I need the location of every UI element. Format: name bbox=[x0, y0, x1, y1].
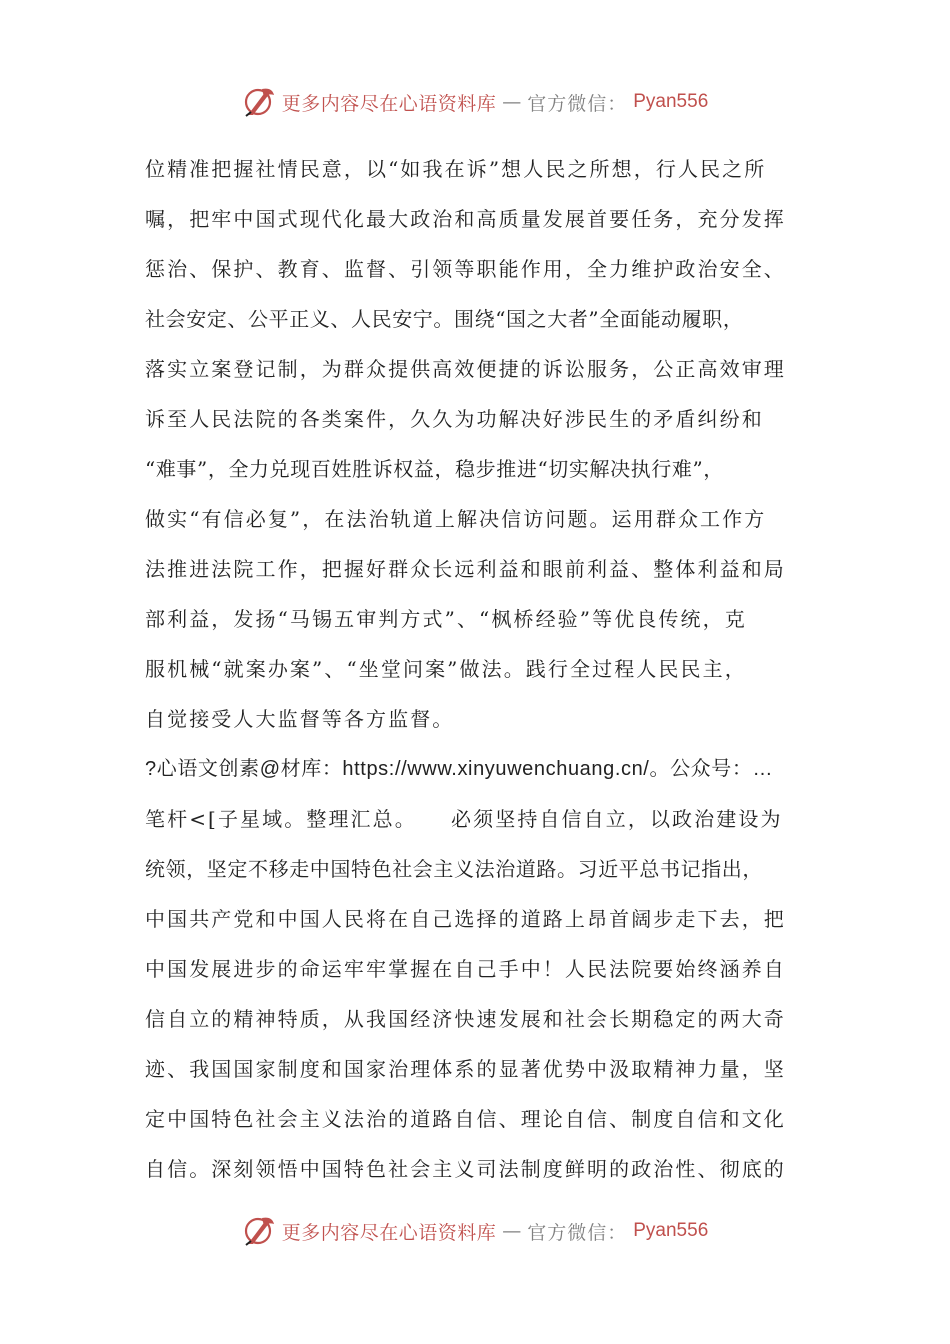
document-body bbox=[145, 151, 825, 1201]
body-line: 诉至人民法院的各类案件，久久为功解决好涉民生的矛盾纠纷和 bbox=[145, 407, 764, 431]
banner-subtitle: 官方微信： bbox=[527, 92, 628, 115]
body-line: 位精准把握社情民意，以“如我在诉”想人民之所想，行人民之所 bbox=[145, 157, 767, 181]
body-line: 嘱，把牢中国式现代化最大政治和高质量发展首要任务，充分发挥 bbox=[145, 207, 786, 231]
body-line: 中国共产党和中国人民将在自己选择的道路上昂首阔步走下去，把 bbox=[145, 907, 786, 931]
body-line: 自信。深刻领悟中国特色社会主义司法制度鲜明的政治性、彻底的 bbox=[145, 1157, 786, 1181]
body-line: 部利益，发扬“马锡五审判方式”、“枫桥经验”等优良传统，克 bbox=[145, 607, 747, 631]
footer-banner bbox=[0, 1211, 950, 1251]
body-line: 社会安定、公平正义、人民安宁。围绕“国之大者”全面能动履职， bbox=[145, 307, 744, 331]
body-line: 落实立案登记制，为群众提供高效便捷的诉讼服务，公正高效审理 bbox=[145, 357, 786, 381]
banner-dash: — bbox=[502, 91, 522, 113]
quill-pen-icon bbox=[242, 85, 276, 119]
body-line: 惩治、保护、教育、监督、引领等职能作用，全力维护政治安全、 bbox=[145, 257, 786, 281]
body-line: 信自立的精神特质，从我国经济快速发展和社会长期稳定的两大奇 bbox=[145, 1007, 786, 1031]
body-line: 中国发展进步的命运牢牢掌握在自己手中！人民法院要始终涵养自 bbox=[145, 957, 786, 981]
wechat-id: Pyan556 bbox=[633, 1220, 709, 1241]
wechat-id: Pyan556 bbox=[633, 91, 709, 112]
body-line: 服机械“就案办案”、“坐堂问案”做法。践行全过程人民民主， bbox=[145, 657, 747, 681]
banner-title: 更多内容尽在心语资料库 bbox=[281, 92, 497, 115]
body-line: “难事”，全力兑现百姓胜诉权益，稳步推进“切实解决执行难”， bbox=[145, 457, 724, 481]
body-line: 自觉接受人大监督等各方监督。 bbox=[145, 707, 455, 731]
banner-dash: — bbox=[502, 1220, 522, 1242]
source-line: ?心语文创素@材库：https://www.xinyuwenchuang.cn/。公众号：… bbox=[145, 758, 774, 780]
body-line: 法推进法院工作，把握好群众长远利益和眼前利益、整体利益和局 bbox=[145, 557, 786, 581]
banner-subtitle: 官方微信： bbox=[527, 1221, 628, 1244]
quill-pen-icon bbox=[242, 1214, 276, 1248]
body-line: 笔杆<[子星域。整理汇总。 必须坚持自信自立，以政治建设为 bbox=[145, 807, 783, 831]
banner-title: 更多内容尽在心语资料库 bbox=[281, 1221, 497, 1244]
body-line: 统领，坚定不移走中国特色社会主义法治道路。习近平总书记指出， bbox=[145, 857, 763, 881]
body-line: 定中国特色社会主义法治的道路自信、理论自信、制度自信和文化 bbox=[145, 1107, 786, 1131]
header-banner bbox=[0, 82, 950, 122]
body-line: 做实“有信必复”，在法治轨道上解决信访问题。运用群众工作方 bbox=[145, 507, 767, 531]
body-line: 迹、我国国家制度和国家治理体系的显著优势中汲取精神力量，坚 bbox=[145, 1057, 786, 1081]
